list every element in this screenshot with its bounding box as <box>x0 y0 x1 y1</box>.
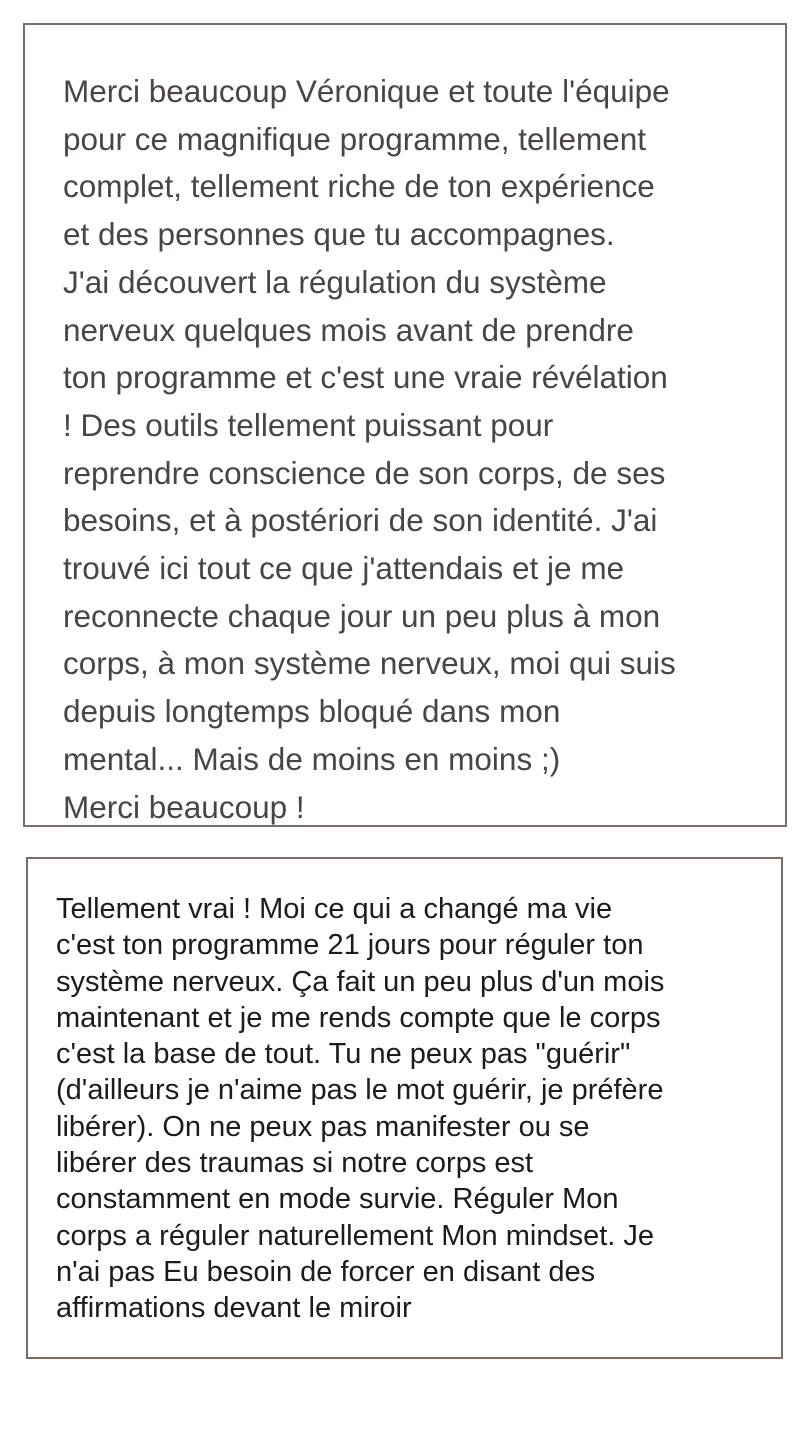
testimonial-card-1 <box>23 23 787 827</box>
testimonial-card-2 <box>26 857 783 1359</box>
testimonial-text-2: Tellement vrai ! Moi ce qui a changé ma vie c'est ton programme 21 jours pour réguler ton système nerveux. Ça fait un peu plus d'un mois maintenant et je me rends compte que le corps c'est la base de tout. Tu ne peux pas "guérir" (d'ailleurs je n'aime pas le mot guérir, je préfère libérer). On ne peux pas manifester ou se libérer des traumas si notre corps est constamment en mode survie. Réguler Mon corps a réguler naturellement Mon mindset. Je n'ai pas Eu besoin de forcer en disant des affirmations devant le miroir <box>56 893 665 1325</box>
testimonial-text-1: Merci beaucoup Véronique et toute l'équipe pour ce magnifique programme, tellement complet, tellement riche de ton expérience et des personnes que tu accompagnes. J'ai découvert la régulation du système nerveux quelques mois avant de prendre ton programme et c'est une vraie révélation ! Des outils tellement puissant pour reprendre conscience de son corps, de ses besoins, et à postériori de son identité. J'ai trouvé ici tout ce que j'attendais et je me reconnecte chaque jour un peu plus à mon corps, à mon système nerveux, moi qui suis depuis longtemps bloqué dans mon mental... Mais de moins en moins ;) Merci beaucoup ! <box>63 73 676 825</box>
